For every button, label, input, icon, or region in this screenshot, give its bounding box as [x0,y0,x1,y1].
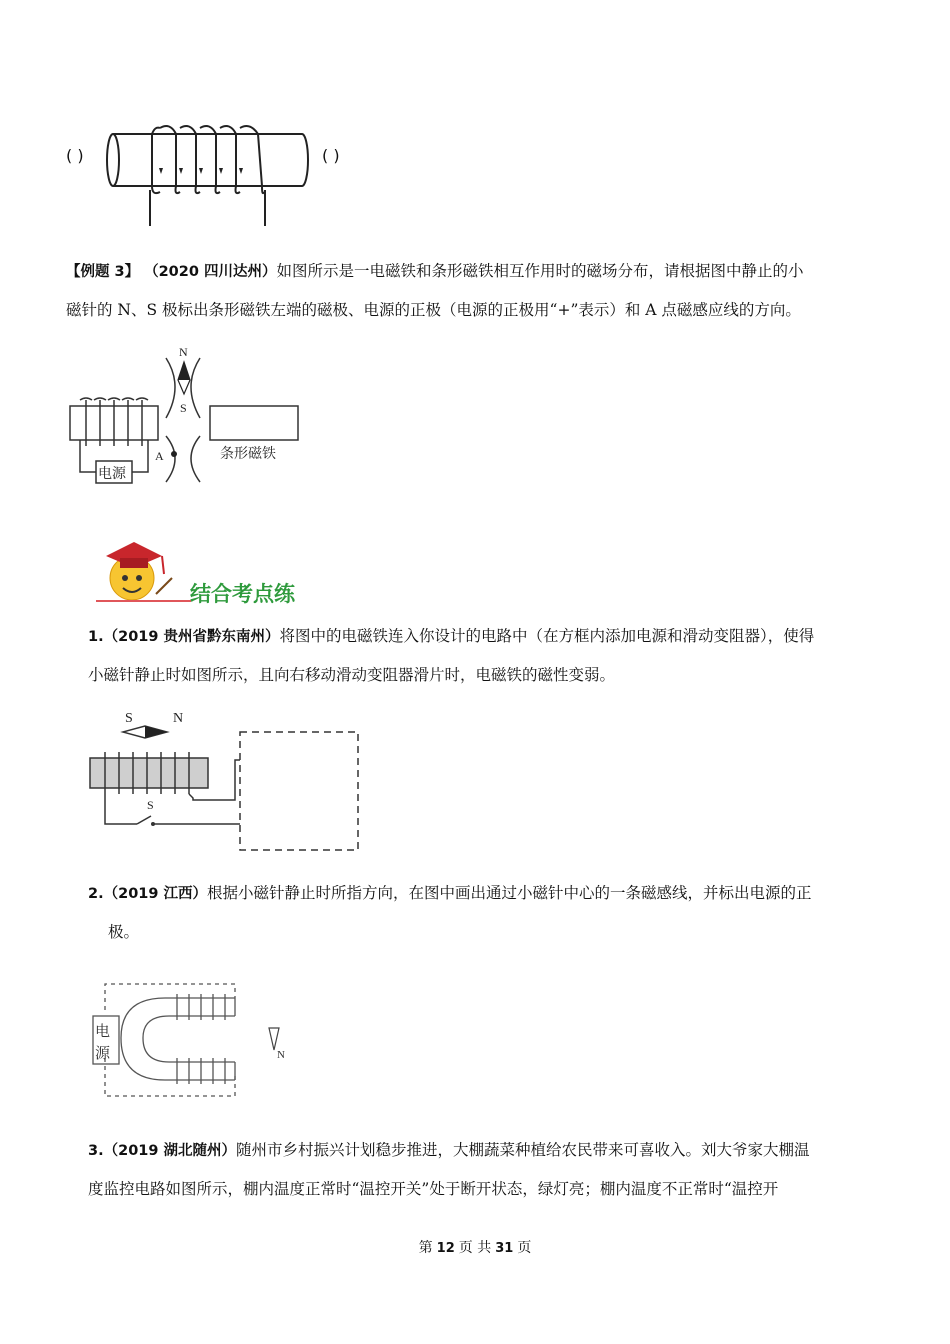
label-a: A [155,449,164,463]
question-3-text-1: 随州市乡村振兴计划稳步推进，大棚蔬菜种植给农民带来可喜收入。刘大爷家大棚温 [236,1141,810,1159]
electromagnet-circuit-drawing [85,708,385,858]
label-n: N [277,1049,285,1061]
question-1-line-1 [88,617,878,656]
question-2-line-2: 极。 [108,923,140,941]
section-underline [96,600,191,602]
label-n-pole: N [173,711,184,726]
page-footer [0,1237,950,1257]
bar-magnet-label: 条形磁铁 [220,447,276,462]
question-3-number: 3. [88,1143,104,1159]
question-1-source: （2019 贵州省黔东南州） [103,629,280,645]
compass-needle [269,1028,279,1050]
power-char-1: 电 [95,1024,111,1040]
example-3-line-1 [66,252,886,291]
question-3-paragraph [88,1131,878,1208]
u-magnet-circuit-drawing [85,970,325,1110]
footer-total-pages: 31 [495,1241,514,1256]
question-2-line-1 [88,874,878,913]
example-3-tag: 【例题 3】 [66,264,140,280]
question-2-number: 2. [88,886,104,902]
question-3-source: （2019 湖北随州） [103,1143,237,1159]
question-1-paragraph [88,617,878,694]
label-s-pole: S [125,711,133,726]
question-1-text-1: 将图中的电磁铁连入你设计的电路中（在方框内添加电源和滑动变阻器），使得 [279,627,815,645]
question-1-line-2: 小磁针静止时如图所示，且向右移动滑动变阻器滑片时，电磁铁的磁性变弱。 [88,666,616,684]
electromagnet-bar-magnet-drawing [60,340,360,490]
power-char-2: 源 [95,1046,111,1062]
footer-middle: 页 共 [458,1240,492,1256]
question-2-text-1: 根据小磁针静止时所指方向，在图中画出通过小磁针中心的一条磁感线，并标出电源的正 [207,884,812,902]
example-3-source: （2020 四川达州） [144,264,277,280]
example-3-line-2: 磁针的 N、S 极标出条形磁铁左端的磁极、电源的正极（电源的正极用“+”表示）和 A 点磁感应线的方向。 [66,301,801,319]
question-3-line-1 [88,1131,878,1170]
footer-page-number: 12 [436,1241,455,1256]
right-answer-bracket: ( ) [322,146,340,165]
question-2-source: （2019 江西） [103,886,208,902]
coil-cylinder-drawing [0,0,950,240]
label-n: N [179,345,188,359]
section-title: 结合考点练 [190,582,295,606]
switch-label: S [147,798,154,812]
question-3-line-2: 度监控电路如图所示，棚内温度正常时“温控开关”处于断开状态，绿灯亮；棚内温度不正常时“温控开 [88,1180,779,1198]
label-s: S [180,401,187,415]
question-1-number: 1. [88,629,104,645]
example-3-text-1: 如图所示是一电磁铁和条形磁铁相互作用时的磁场分布，请根据图中静止的小 [276,262,804,280]
footer-prefix: 第 [418,1240,433,1256]
footer-suffix: 页 [517,1240,532,1256]
example-3-paragraph [66,252,886,329]
power-label: 电源 [98,467,126,482]
left-answer-bracket: ( ) [66,146,84,165]
question-2-paragraph [88,874,878,951]
graduate-mascot-icon [98,534,178,614]
